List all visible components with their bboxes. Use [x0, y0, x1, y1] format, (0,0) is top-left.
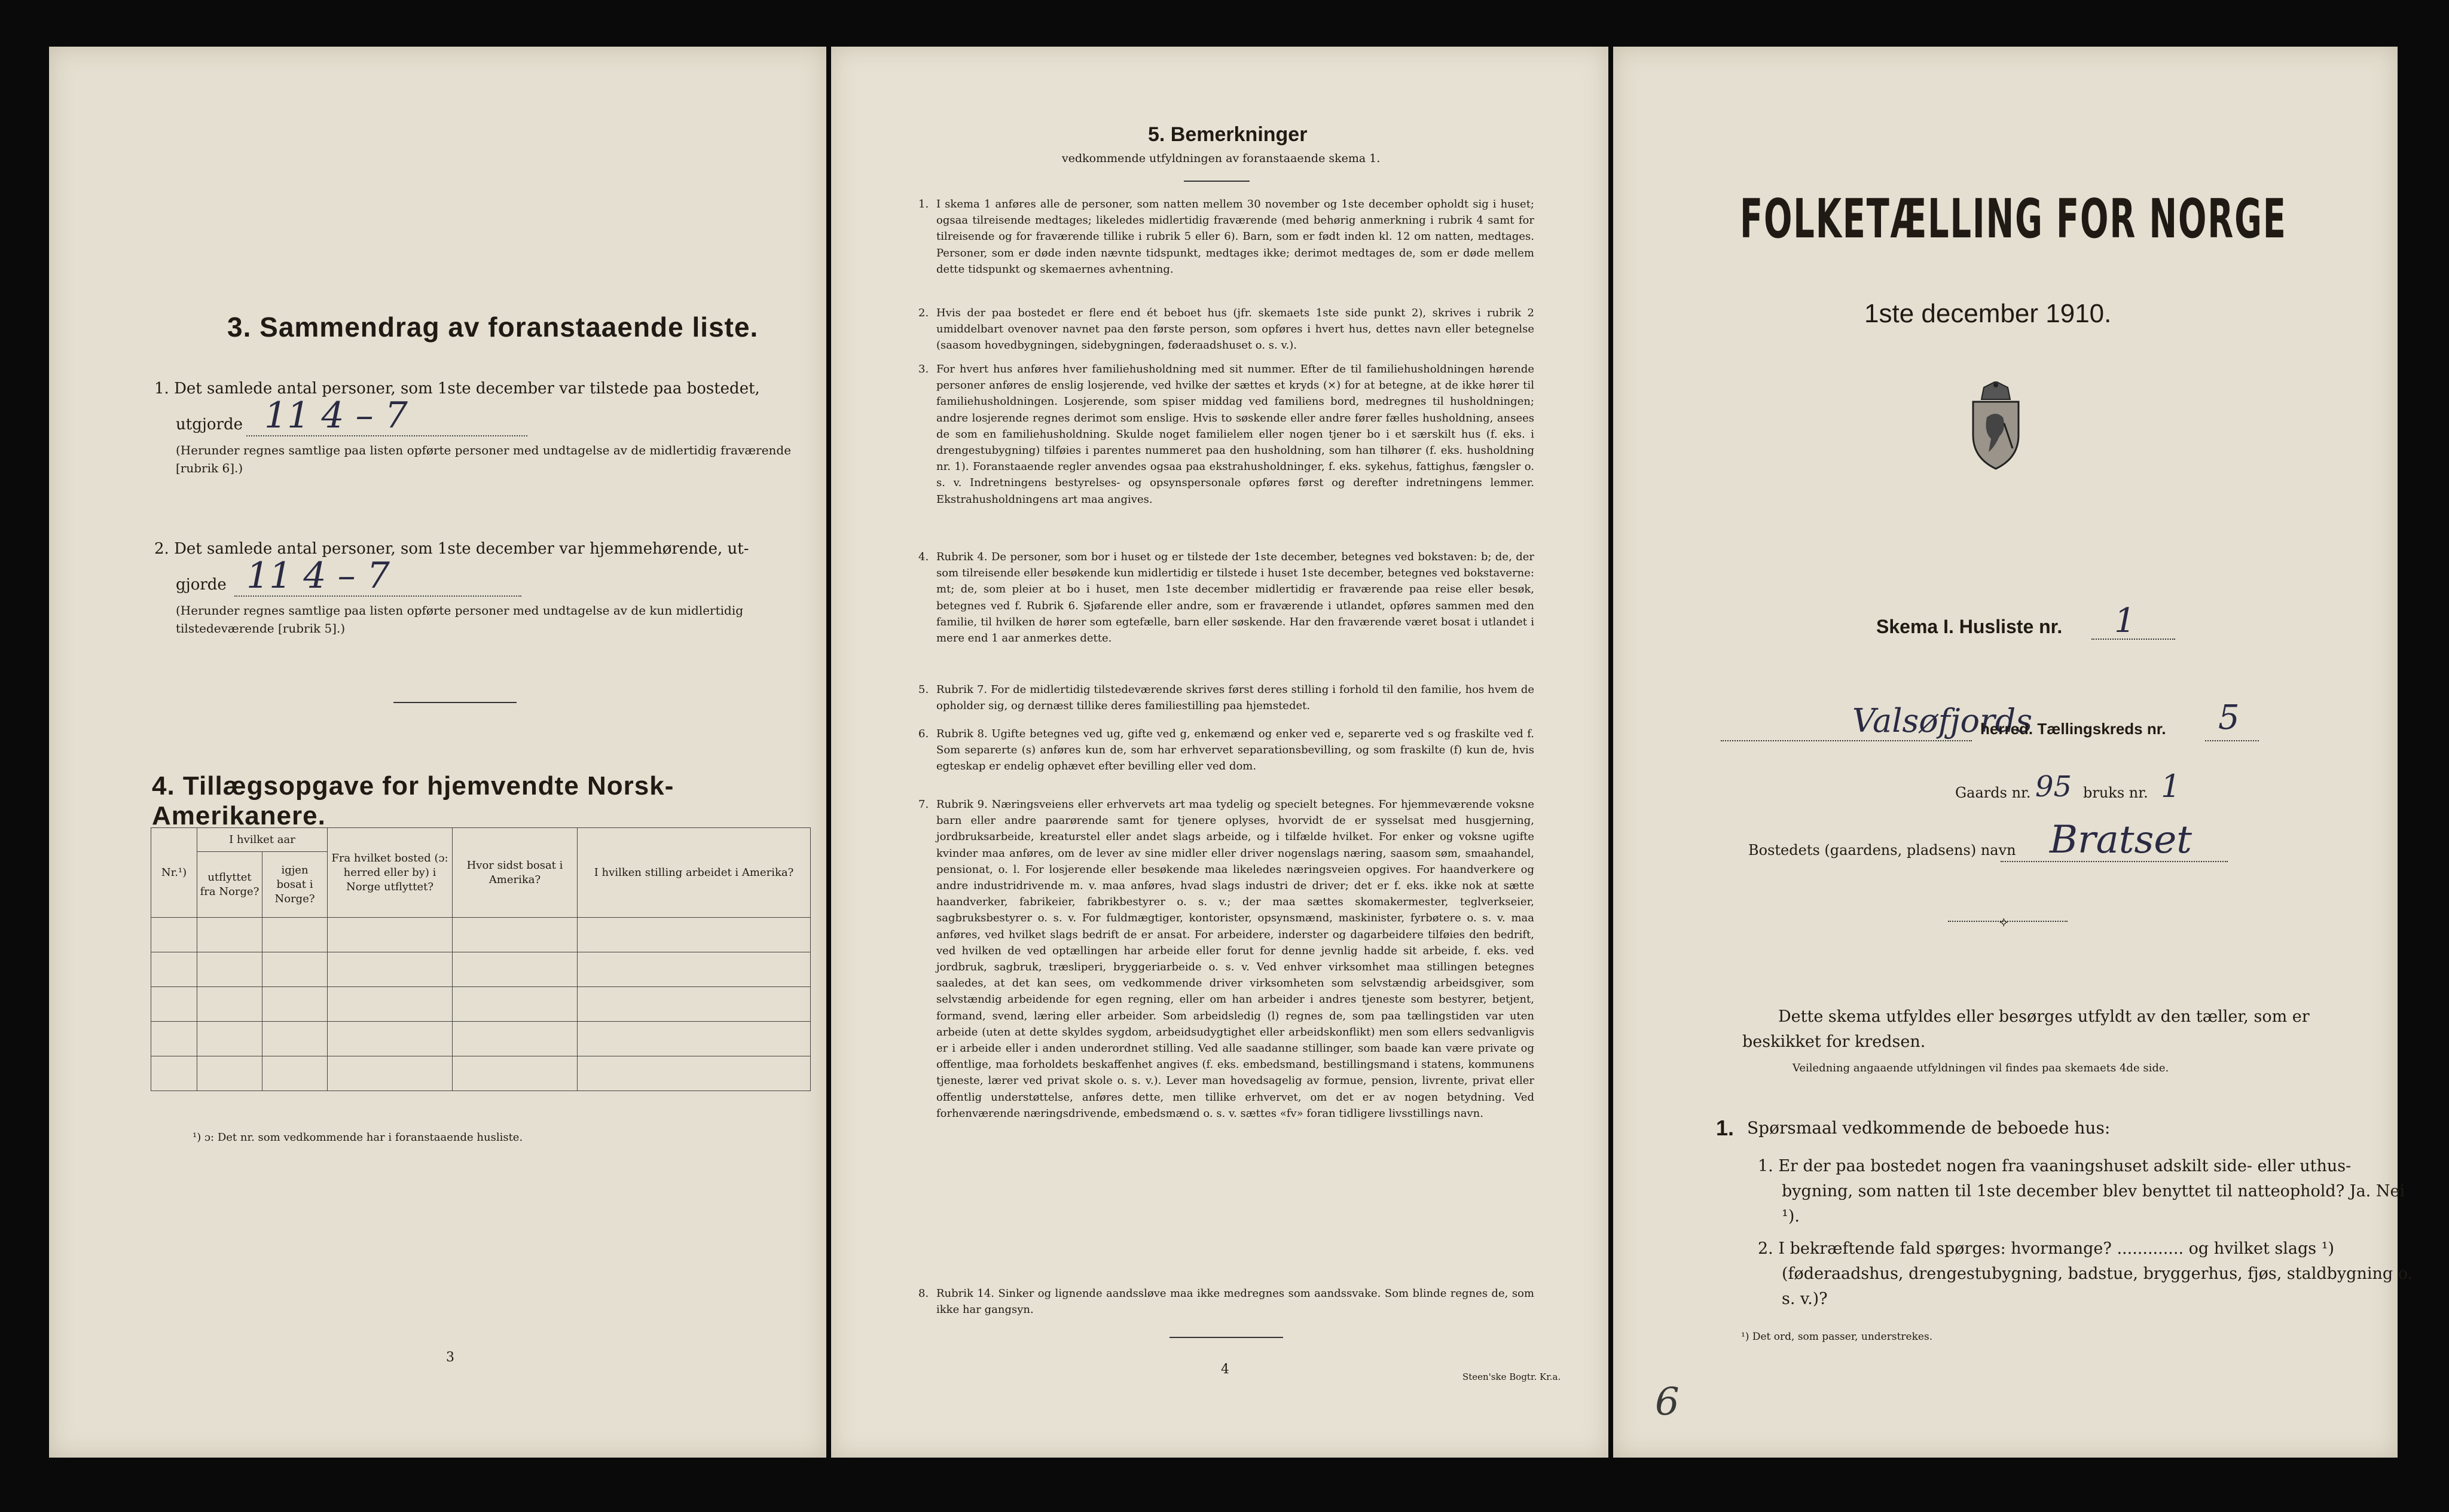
summary-item-2-gjorde: gjorde — [176, 576, 227, 594]
table-row — [151, 918, 811, 952]
norsk-amerikanere-table — [151, 827, 811, 1091]
page-4 — [831, 47, 1608, 1458]
bottom-rule — [1169, 1337, 1283, 1338]
gaards-label: Gaards nr. — [1955, 784, 2031, 801]
remark-number: 8. — [918, 1287, 929, 1300]
remark-7 — [918, 796, 1534, 1122]
herred-name: Valsøfjords — [1852, 702, 2033, 740]
table-row — [151, 1056, 811, 1091]
remark-6 — [918, 726, 1534, 775]
table-row — [151, 1022, 811, 1056]
remark-text: I skema 1 anføres alle de personer, som natten mellem 30 november og 1ste december opholdt sig i huset; ogsaa tilreisende medtages; likeledes midlertidig fraværende (med behørig anmerkning i rubrik 4 samt for tilreisende og for fraværende tillike i rubrik 5 eller 6). Barn, som er født inden kl. 12 om natten, medtages. Personer, som er døde inden nævnte tidspunkt, medtages ikke; derimot medtages de, som er døde mellem dette tidspunkt og skemaernes avhentning. — [936, 198, 1534, 276]
summary-item-1-value: 11 4 – 7 — [264, 395, 408, 436]
summary-item-1-utgjorde: utgjorde — [176, 416, 243, 433]
title-rule — [1184, 181, 1250, 182]
skema-label: Skema I. Husliste nr. — [1876, 616, 2063, 637]
table-row — [151, 987, 811, 1022]
summary-item-2-note: (Herunder regnes samtlige paa listen opførte personer med undtagelse av de kun midlertidig tilstedeværende [rubrik 5].) — [176, 603, 744, 636]
section-4-title: 4. Tillægsopgave for hjemvendte Norsk-Amerikanere. — [152, 771, 674, 830]
remark-2 — [918, 305, 1534, 354]
footnote: ¹) Det ord, som passer, understrekes. — [1741, 1331, 1933, 1343]
coat-of-arms — [1960, 381, 2032, 474]
question-heading: Spørsmaal vedkommende de beboede hus: — [1747, 1118, 2111, 1138]
bemerkninger-title: 5. Bemerkninger — [1148, 123, 1308, 146]
remark-text: Rubrik 4. De personer, som bor i huset og er tilstede der 1ste december, betegnes ved bokstaven: b; de, der som tilreisende eller besøkende kun midlertidig er tilstede i huset 1ste december, betegnes ved bokstaverne: mt; de, som pleier at bo i huset, men 1ste december midlertidig er fraværende paa reise eller besøk, betegnes ved f. Rubrik 6. Sjøfarende eller andre, som er fraværende i utlandet, opføres sammen med den familie, til hvilken de hører som egtefælle, barn eller søskende. Har den fraværende været bosat i utlandet i mere end 1 aar anmerkes dette. — [936, 551, 1534, 645]
census-title: FOLKETÆLLING FOR NORGE — [1740, 188, 2287, 251]
bosted-label: Bostedets (gaardens, pladsens) navn — [1748, 842, 2016, 859]
coat-of-arms-icon — [1960, 381, 2032, 471]
page-1 — [1613, 47, 2413, 1458]
intro-text: Dette skema utfyldes eller besørges utfyldt av den tæller, som er beskikket for kredsen. — [1742, 1007, 2310, 1051]
col-utflyttet: utflyttet fra Norge? — [197, 852, 262, 918]
census-date: 1ste december 1910. — [1864, 299, 2112, 328]
summary-item-2: 2. Det samlede antal personer, som 1ste december var hjemmehørende, ut- — [154, 540, 749, 558]
veiledning-note: Veiledning angaaende utfyldningen vil findes paa skemaets 4de side. — [1793, 1062, 2169, 1074]
remark-number: 2. — [918, 307, 929, 319]
col-nr: Nr.¹) — [151, 828, 197, 918]
bruks-label: bruks nr. — [2083, 784, 2148, 801]
ornament-icon: ⟡ — [1999, 915, 2008, 930]
remark-text: Rubrik 9. Næringsveiens eller erhvervets art maa tydelig og specielt betegnes. For hjemmeværende voksne barn eller andre paarørende samt for tjenere oplyses, hvorvidt de er sysselsat med husgjerning, jordbruksarbeide, kreaturstel eller andet slags arbeide, og i tilfælde hvilket. For enker og voksne ugifte kvinder maa anføres, om de lever av sine midler eller driver nogenslags næring, saasom søm, smaahandel, pensionat, o. l. For losjerende eller besøkende maa likeledes næringsveien opgives. For haandverkere og andre industridrivende m. v. maa anføres, hvad slags industri de driver; det er f. eks. ikke nok at sætte haandverker, fabrikeier, fabrikbestyrer o. s. v.; der maa sættes skomakermester, teglverkseier, sagbruksbestyrer o. s. v. For fuldmægtiger, kontorister, opsynsmænd, maskinister, fyrbøtere o. s. v. maa anføres, ved hvilket slags bedrift de er ansat. For arbeidere, inderster og dagarbeidere tilføies den bedrift, ved hvilken de ved optællingen har arbeide eller forut for denne jevnlig hadde sit arbeide, f. eks. ved jordbruk, sagbruk, træsliperi, bryggeriarbeide o. s. v. Ved enhver virksomhet maa stillingen betegnes saaledes, at det kan sees, om vedkommende driver virksomheten som selvstændig arbeidsgiver, som selvstændig arbeidende for egen regning, eller om han arbeider i andres tjeneste som bestyrer, betjent, formand, svend, læring eller arbeider. Som arbeidsledig (l) regnes de, som paa tællingstiden var uten arbeide (uten at dette skyldes sygdom, arbeidsudygtighet eller arbeidskonflikt) men som ellers sedvanligvis er i arbeide eller i anden underordnet stilling. Ved alle saadanne stillinger, som baade kan være private og offentlige, maa forholdets beskaffenhet angives (f. eks. embedsmand, bestillingsmand i statens, kommunens tjeneste, lærer ved privat skole o. s. v.). Lever man hovedsagelig av formue, pension, livrente, privat eller offentlig understøttelse, anføres dette, men tillike erhvervet, om det er av nogen betydning. Ved forhenværende næringsdrivende, embedsmænd o. s. v. sættes «fv» foran tidligere livsstillings navn. — [936, 798, 1534, 1120]
printer-imprint: Steen'ske Bogtr. Kr.a. — [1462, 1372, 1561, 1382]
summary-item-1-dotline — [246, 435, 527, 436]
remark-text: Rubrik 7. For de midlertidig tilstedeværende skrives først deres stilling i forhold til den familie, hos hvem de opholder sig, og dernæst tillike deres familiestilling paa hjemstedet. — [936, 683, 1534, 713]
remark-5 — [918, 682, 1534, 714]
summary-item-2-dotline — [234, 595, 521, 597]
remark-number: 1. — [918, 198, 929, 210]
kreds-dotline — [2205, 740, 2259, 741]
summary-item-2-value: 11 4 – 7 — [246, 555, 390, 597]
question-2: 2. I bekræftende fald spørges: hvormange? ............. og hvilket slags ¹) (føderaadshus, drengestubygning, badstue, bryggerhus, fjøs, staldbygning o. s. v.)? — [1758, 1239, 2413, 1308]
remark-number: 4. — [918, 551, 929, 563]
col-group-hvilket-aar: I hvilket aar — [197, 828, 328, 852]
page-number: 3 — [446, 1350, 454, 1365]
table-row — [151, 952, 811, 987]
bemerkninger-subtitle: vedkommende utfyldningen av foranstaaende skema 1. — [1062, 152, 1381, 165]
remark-number: 7. — [918, 798, 929, 811]
summary-item-1-note: (Herunder regnes samtlige paa listen opførte personer med undtagelse av de midlertidig fraværende [rubrik 6].) — [176, 443, 792, 475]
remark-text: Rubrik 8. Ugifte betegnes ved ug, gifte ved g, enkemænd og enker ved e, separerte ved s og fraskilte ved f. Som separerte (s) anføres kun de, som har erhvervet separationsbevilling, og som fraskilte (f) kun de, hvis egteskap er endelig ophævet efter bevilling eller ved dom. — [936, 728, 1534, 773]
bosted-name: Bratset — [2050, 818, 2192, 862]
section-3-title: 3. Sammendrag av foranstaaende liste. — [227, 311, 759, 343]
remark-3 — [918, 361, 1534, 508]
remark-text: Hvis der paa bostedet er flere end ét beboet hus (jfr. skemaets 1ste side punkt 2), skrives i rubrik 2 umiddelbart ovenover navnet paa den første person, som opføres i hvert hus, dettes navn eller betegnelse (saasom hovedbygningen, sidebygningen, føderaadshuset o. s. v.). — [936, 307, 1534, 352]
remark-text: For hvert hus anføres hver familiehusholdning med sit nummer. Efter de til familiehusholdningen hørende personer anføres de enslig losjerende, ved hvilke der sættes et kryds (×) for at betegne, at de ikke hører til familiehusholdningen. Losjerende, som spiser middag ved familiens bord, medregnes til husholdningen; andre losjerende regnes derimot som enslige. Hvis to søskende eller andre fører fælles husholdning, ansees de som en familiehusholdning. Skulde noget familielem eller nogen tjener bo i et særskilt hus (f. eks. i drengestubygning) tilføies i parentes nummeret paa den husholdning, som han tilhører (f. eks. husholdning nr. 1). Foranstaaende regler anvendes ogsaa paa ekstrahusholdninger, f. eks. sykehus, fattighus, fængsler o. s. v. Indretningens bestyrelses- og opsynspersonale opføres først og derefter indretningens lemmer. Ekstrahusholdningens art maa angives. — [936, 363, 1534, 506]
col-stilling: I hvilken stilling arbeidet i Amerika? — [578, 828, 811, 918]
col-hvor-sidst-bosat: Hvor sidst bosat i Amerika? — [453, 828, 578, 918]
col-igjen-bosat: igjen bosat i Norge? — [262, 852, 328, 918]
remark-1 — [918, 196, 1534, 277]
husliste-dotline — [2091, 639, 2175, 640]
herred-dotline — [1721, 740, 1972, 741]
gaards-number: 95 — [2035, 770, 2072, 804]
col-fra-hvilket-bosted: Fra hvilket bosted (ɔ: herred eller by) i Norge utflyttet? — [328, 828, 453, 918]
question-group-number: 1. — [1716, 1116, 1735, 1140]
summary-item-1: 1. Det samlede antal personer, som 1ste december var tilstede paa bostedet, — [154, 380, 760, 398]
question-1: 1. Er der paa bostedet nogen fra vaaningshuset adskilt side- eller uthus-bygning, som natten til 1ste december blev benyttet til natteophold? Ja. Nei ¹). — [1758, 1157, 2405, 1226]
page-3 — [49, 47, 826, 1458]
table-footnote: ¹) ɔ: Det nr. som vedkommende har i foranstaaende husliste. — [193, 1131, 523, 1144]
remark-number: 5. — [918, 683, 929, 696]
page-number: 4 — [1221, 1362, 1229, 1377]
bruks-number: 1 — [2161, 769, 2181, 805]
kreds-number: 5 — [2218, 698, 2240, 737]
remark-4 — [918, 549, 1534, 646]
husliste-number: 1 — [2114, 601, 2136, 640]
remark-number: 6. — [918, 728, 929, 740]
remark-text: Rubrik 14. Sinker og lignende aandssløve maa ikke medregnes som aandssvake. Som blinde regnes de, som ikke har gangsyn. — [936, 1287, 1534, 1316]
remark-8 — [918, 1285, 1534, 1318]
separator — [393, 702, 517, 703]
herred-label: herred. Tællingskreds nr. — [1980, 720, 2166, 738]
corner-pencil-mark: 6 — [1655, 1380, 1680, 1424]
remark-number: 3. — [918, 363, 929, 375]
